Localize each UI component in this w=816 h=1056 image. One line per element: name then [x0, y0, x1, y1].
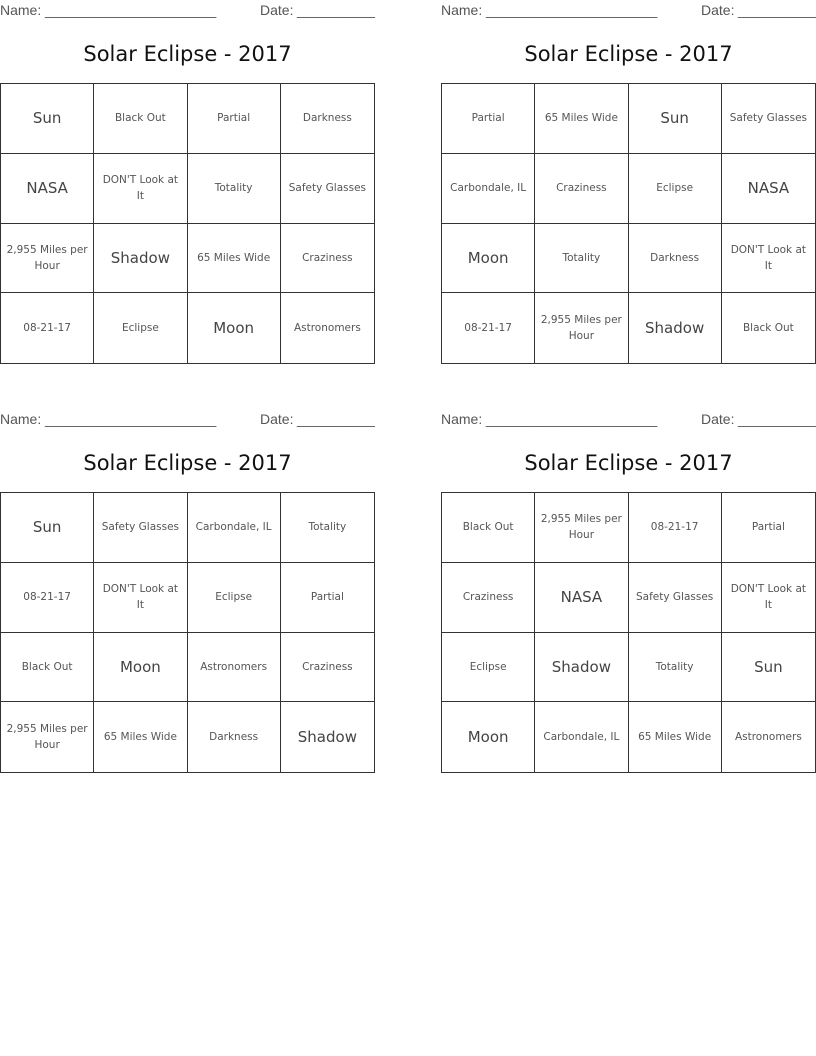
bingo-cell: NASA — [1, 154, 94, 224]
name-field: ______________________ — [486, 2, 658, 18]
name-field: ______________________ — [45, 2, 217, 18]
bingo-cell: Black Out — [442, 493, 535, 563]
bingo-cell: Carbondale, IL — [442, 154, 535, 224]
bingo-cell: 65 Miles Wide — [629, 702, 722, 772]
name-date-line — [0, 2, 375, 20]
bingo-cell: Craziness — [535, 154, 628, 224]
bingo-cell: Darkness — [281, 84, 374, 154]
bingo-cell: Partial — [188, 84, 281, 154]
bingo-cell: Darkness — [629, 224, 722, 294]
date-field: __________ — [738, 411, 816, 427]
bingo-cell: Black Out — [1, 633, 94, 703]
card-title: Solar Eclipse - 2017 — [524, 42, 733, 66]
bingo-cell: 08-21-17 — [1, 293, 94, 363]
bingo-card — [441, 0, 816, 380]
bingo-cell: Sun — [722, 633, 815, 703]
card-title: Solar Eclipse - 2017 — [83, 451, 292, 475]
bingo-cell: Craziness — [442, 563, 535, 633]
name-label: Name: — [0, 2, 42, 18]
bingo-cell: Eclipse — [442, 633, 535, 703]
bingo-grid — [0, 492, 375, 773]
bingo-cell: Sun — [1, 84, 94, 154]
bingo-cell: 2,955 Miles per Hour — [535, 493, 628, 563]
bingo-cell: Eclipse — [188, 563, 281, 633]
bingo-cell: Safety Glasses — [94, 493, 187, 563]
bingo-card — [0, 409, 375, 789]
bingo-cell: 08-21-17 — [1, 563, 94, 633]
bingo-cell: Craziness — [281, 224, 374, 294]
bingo-cell: Black Out — [742, 322, 794, 335]
bingo-cell: Darkness — [188, 702, 281, 772]
bingo-cell: NASA — [535, 563, 628, 633]
date-field: __________ — [738, 2, 816, 18]
bingo-cell: Shadow — [535, 633, 628, 703]
date-label: Date: — [701, 2, 735, 18]
bingo-cell: Moon — [442, 224, 535, 294]
date-label: Date: — [701, 411, 735, 427]
bingo-cell: Totality — [535, 224, 628, 294]
bingo-card — [441, 409, 816, 789]
bingo-cell: Black Out — [94, 84, 187, 154]
bingo-cell: Safety Glasses — [722, 84, 815, 154]
bingo-cell: Eclipse — [94, 293, 187, 363]
bingo-grid — [441, 492, 816, 773]
bingo-cell: Partial — [442, 84, 535, 154]
date-label: Date: — [260, 411, 294, 427]
card-title: Solar Eclipse - 2017 — [524, 451, 733, 475]
name-field: ______________________ — [486, 411, 658, 427]
bingo-cell: DON'T Look at It — [722, 224, 815, 294]
bingo-cell: Sun — [1, 493, 94, 563]
bingo-cell: Shadow — [297, 728, 357, 747]
name-date-line — [441, 411, 816, 429]
bingo-cell: Partial — [281, 563, 374, 633]
bingo-cell: Eclipse — [629, 154, 722, 224]
bingo-cell: 65 Miles Wide — [188, 224, 281, 294]
name-field: ______________________ — [45, 411, 217, 427]
name-label: Name: — [441, 2, 483, 18]
date-label: Date: — [260, 2, 294, 18]
bingo-cell: 2,955 Miles per Hour — [535, 293, 628, 363]
bingo-cell: 65 Miles Wide — [535, 84, 628, 154]
bingo-cell: Astronomers — [188, 633, 281, 703]
bingo-cell: 2,955 Miles per Hour — [1, 702, 94, 772]
bingo-cell: Sun — [629, 84, 722, 154]
name-label: Name: — [441, 411, 483, 427]
name-label: Name: — [0, 411, 42, 427]
bingo-cell: Totality — [281, 493, 374, 563]
bingo-cell: 65 Miles Wide — [94, 702, 187, 772]
bingo-cell: 2,955 Miles per Hour — [1, 224, 94, 294]
bingo-cell: NASA — [722, 154, 815, 224]
date-field: __________ — [297, 2, 375, 18]
name-date-line — [441, 2, 816, 20]
bingo-cell: Carbondale, IL — [535, 702, 628, 772]
bingo-cell: Moon — [188, 293, 281, 363]
bingo-cell: Carbondale, IL — [188, 493, 281, 563]
card-title: Solar Eclipse - 2017 — [83, 42, 292, 66]
bingo-card — [0, 0, 375, 380]
bingo-cell: Partial — [722, 493, 815, 563]
bingo-cell: Safety Glasses — [629, 563, 722, 633]
bingo-cell: Shadow — [94, 224, 187, 294]
date-field: __________ — [297, 411, 375, 427]
bingo-cell: 08-21-17 — [629, 493, 722, 563]
bingo-cell: DON'T Look at It — [722, 563, 815, 633]
bingo-cell: DON'T Look at It — [94, 154, 187, 224]
bingo-cell: Moon — [94, 633, 187, 703]
bingo-cell: Safety Glasses — [281, 154, 374, 224]
bingo-grid — [0, 83, 375, 364]
bingo-cell: Totality — [188, 154, 281, 224]
bingo-cell: 08-21-17 — [442, 293, 535, 363]
bingo-cell: Moon — [442, 702, 535, 772]
bingo-grid — [441, 83, 816, 364]
bingo-cell: Craziness — [281, 633, 374, 703]
name-date-line — [0, 411, 375, 429]
bingo-cell: DON'T Look at It — [94, 563, 187, 633]
bingo-cell: Astronomers — [293, 322, 361, 335]
bingo-cell: Shadow — [629, 293, 722, 363]
bingo-cell: Astronomers — [734, 731, 802, 744]
bingo-cell: Totality — [629, 633, 722, 703]
